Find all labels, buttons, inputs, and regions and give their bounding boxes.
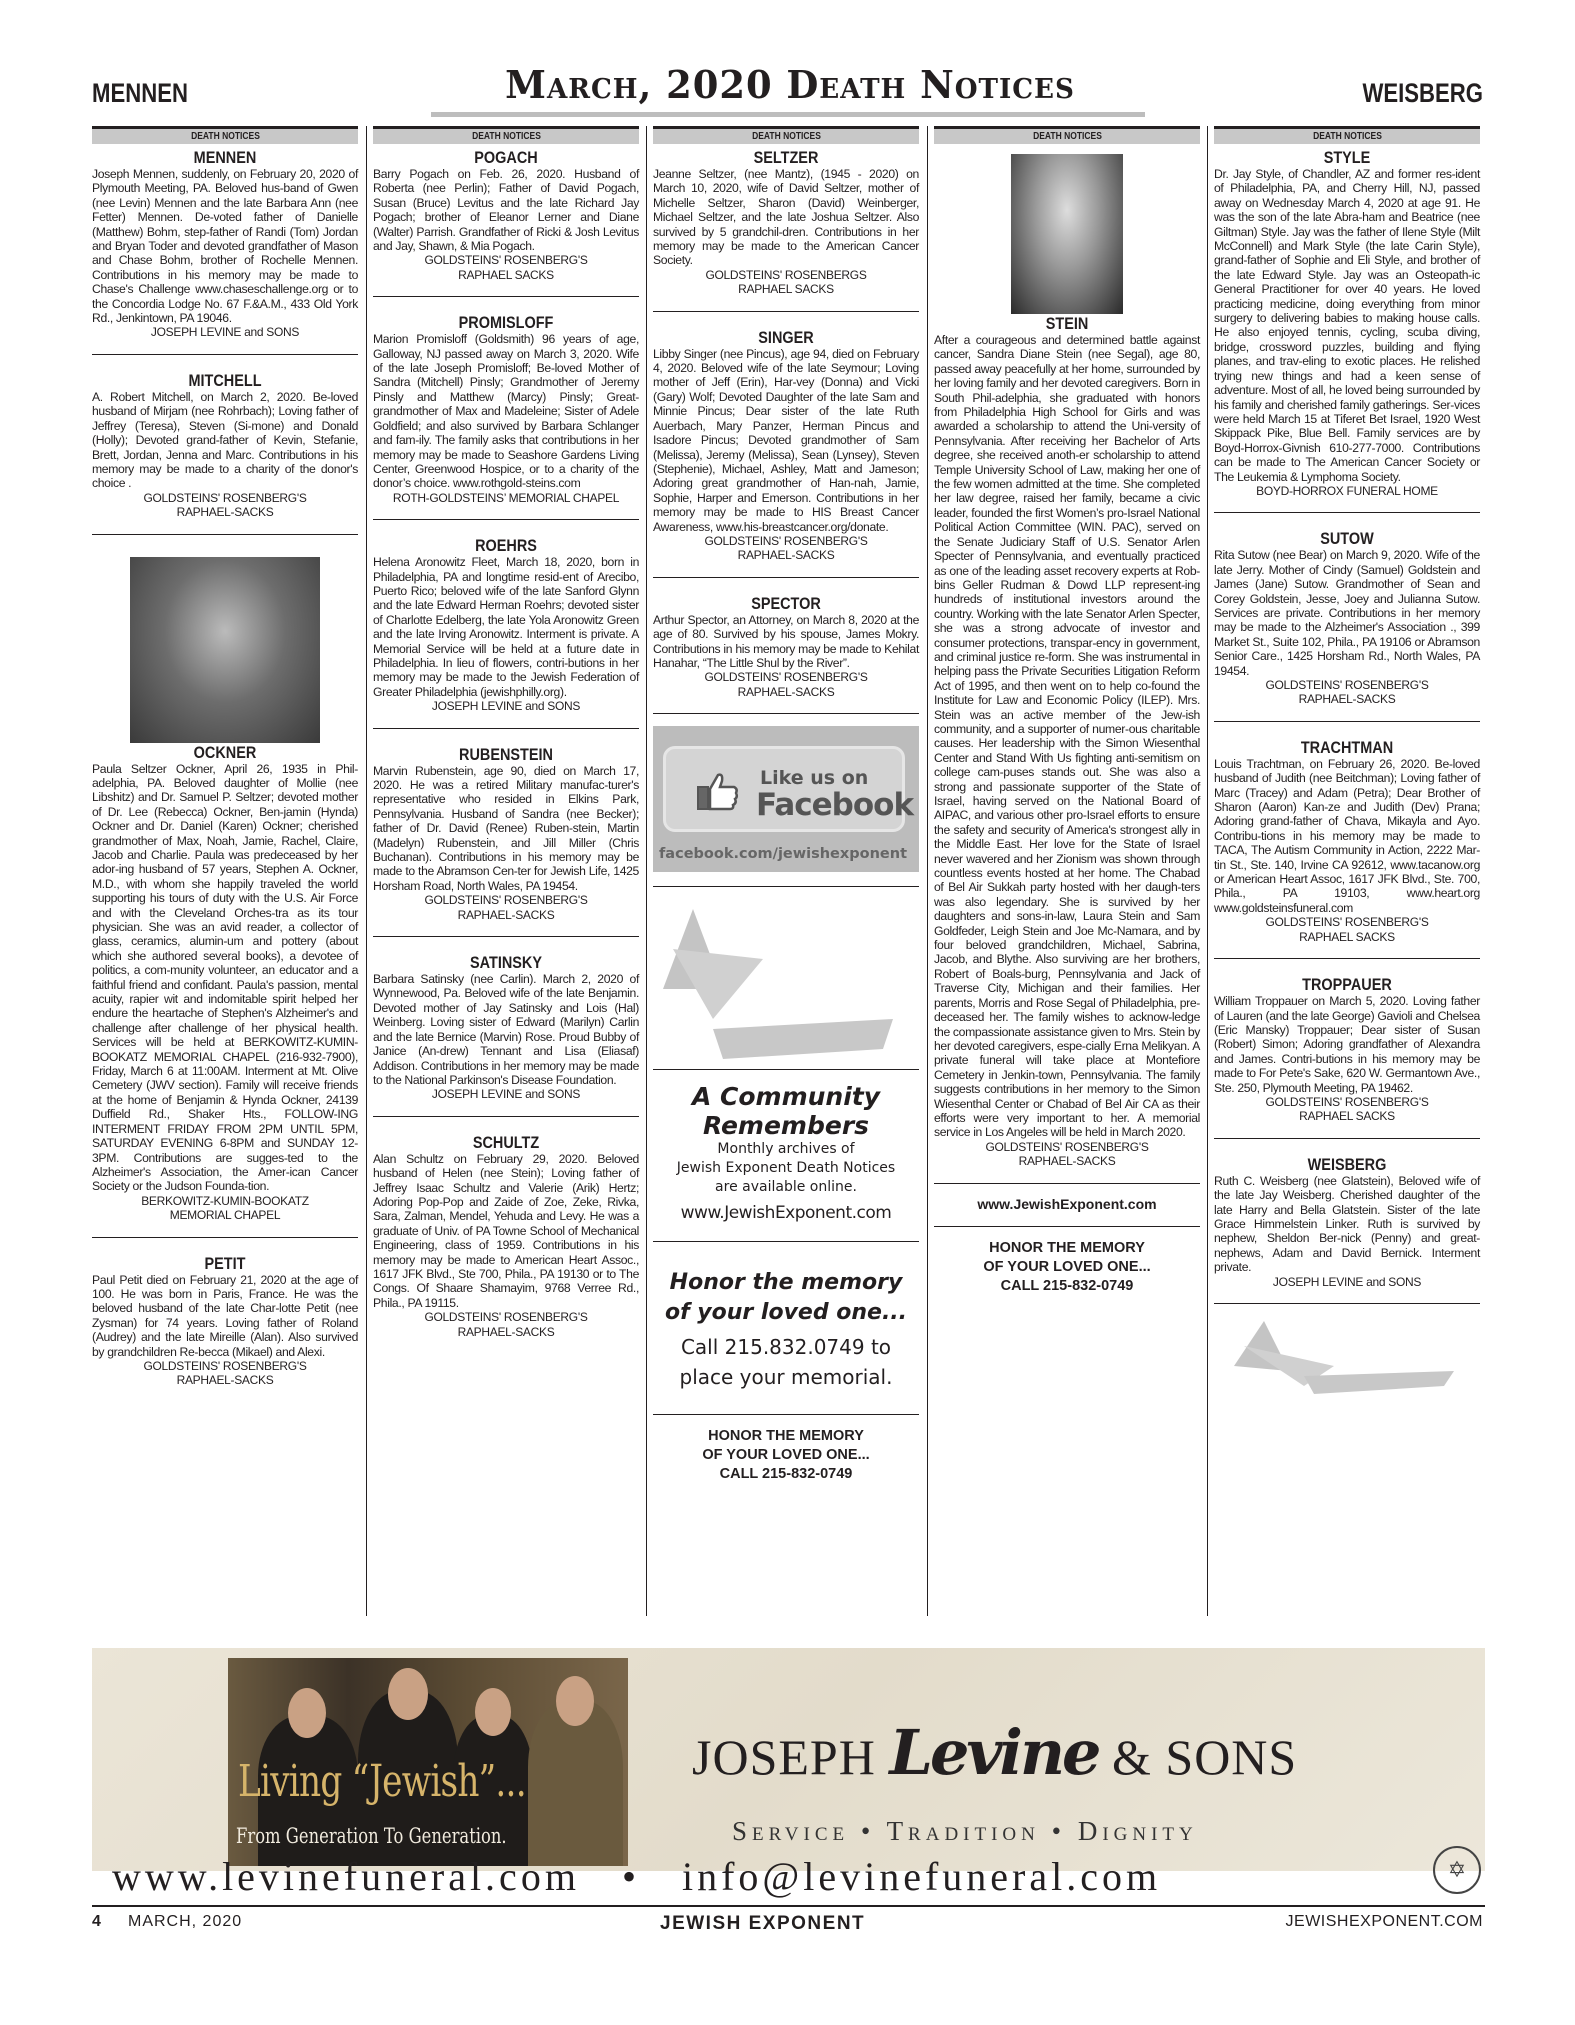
notice-body: Louis Trachtman, on February 26, 2020. Be-loved husband of Judith (nee Beitchman); Loving father of Marc (Tracey) and Adam (Petra); Dear Brother of Sharon (Aaron) Kan-ze and Judith (Dev) Prana; Adoring grand-father of Chava, Mikayla and Ayo. Contribu-tions in his memory may be made to TACA, The Autism Community in Action, 2222 Mar-tin St., Ste. 140, Irvine CA 92612, www.tacanow.org or American Heart Assoc, 1617 JFK Blvd., Ste. 700, Phila., PA 19103, www.heart.org www.goldsteinsfuneral.com xyxy=(1214,756,1480,915)
notice-body: Dr. Jay Style, of Chandler, AZ and former res-ident of Philadelphia, PA, and Cherry Hill, NJ, passed away on Wednesday March 4, 2020 at age 91. He was the son of the late Abra-ham and Beatrice (nee Giltman) Style. Jay was the father of Ilene Style (Milt McConnell) and Mark Style (the late Carin Style), grand-father of Sophie and Eli Style, and brother of the late Edward Style. Jay was an Osteopath-ic General Practitioner for over 40 years. He loved practicing medicine, doing everything from minor surgery to delivering babies to making house calls. He also enjoyed tennis, cycling, scuba diving, bridge, crossword puzzles, building and flying planes, and trav-eling to exotic places. He relished trying new things and had a keen sense of adventure. Most of all, he loved being surrounded by his family and cherished family gatherings. Ser-vices were held March 15 at Tiferet Bet Israel, 1920 West Skippack Pike, Blue Bell. Family services are by Boyd-Horrox-Givnish 610-277-7000. Contributions can be made to The American Cancer Society or The Leukemia & Lymphoma Society. xyxy=(1214,167,1480,484)
divider xyxy=(92,354,358,355)
notice-name: STYLE xyxy=(1323,148,1371,167)
funeral-home: ROTH-GOLDSTEINS’ MEMORIAL CHAPEL xyxy=(392,490,620,505)
facebook-url[interactable]: facebook.com/jewishexponent xyxy=(659,846,908,863)
notice-name: TROPPAUER xyxy=(1302,975,1392,995)
ad-title-line1: A Community xyxy=(691,1082,881,1112)
notice-name: SPECTOR xyxy=(751,593,821,613)
divider xyxy=(92,534,358,535)
funeral-home-line2: RAPHAEL-SACKS xyxy=(457,907,555,922)
divider xyxy=(653,1414,919,1415)
thumbs-up-icon xyxy=(696,771,740,811)
notice-name: POGACH xyxy=(474,148,538,167)
notice-trachtman xyxy=(1214,734,1480,944)
notice-promisloff xyxy=(373,309,639,505)
publication-website[interactable]: JEWISHEXPONENT.COM xyxy=(1285,1913,1483,1930)
page-number: 4 xyxy=(92,1913,101,1930)
divider xyxy=(934,1226,1200,1227)
funeral-home: JOSEPH LEVINE and SONS xyxy=(1272,1274,1422,1289)
funeral-home: JOSEPH LEVINE and SONS xyxy=(431,699,581,714)
funeral-home: JOSEPH LEVINE and SONS xyxy=(431,1087,581,1102)
funeral-home: JOSEPH LEVINE and SONS xyxy=(150,325,300,340)
notice-body: Paul Petit died on February 21, 2020 at the age of 100. He was born in Paris, France. He was the beloved husband of the late Char-lotte Petit (nee Zysman) for 74 years. Loving father of Roland (Audrey) and the late Mireille (Alan). Also survived by grandchildren Re-becca (Mikael) and Alexi. xyxy=(92,1272,358,1359)
banner-tagline: Service • Tradition • Dignity xyxy=(732,1816,1198,1846)
bullet-separator: • xyxy=(621,1854,640,1899)
logo-levine-script: Levine xyxy=(889,1716,1099,1789)
divider xyxy=(653,1069,919,1070)
notice-name: SATINSKY xyxy=(469,953,542,973)
notice-name: MENNEN xyxy=(193,148,257,167)
divider xyxy=(373,1116,639,1117)
honor-text xyxy=(653,1332,919,1392)
funeral-home-line2: RAPHAEL-SACKS xyxy=(176,1373,274,1388)
notice-body: Helena Aronowitz Fleet, March 18, 2020, born in Philadelphia, PA and longtime resid-ent of Arecibo, Puerto Rico; beloved wife of the late Sanford Glynn and the late Edward Herman Roehrs; devoted sister of Charlotte Edelberg, the late Yola Aronowitz Green and the late Irving Aronowitz. Interment is private. A Memorial Service will be held at a future date in Philadelphia. In lieu of flowers, contri-butions in her memory may be made to the Jewish Federation of Greater Philadelphia (jewishphilly.org). xyxy=(373,555,639,699)
honor-caps-line1: HONOR THE MEMORY xyxy=(989,1239,1145,1256)
website-link[interactable]: www.JewishExponent.com xyxy=(977,1195,1157,1212)
notice-weisberg xyxy=(1214,1151,1480,1289)
notice-body: A. Robert Mitchell, on March 2, 2020. Be-loved husband of Mirjam (nee Rohrbach); Loving father of Jeffrey (Teresa), Steven (Si-mone) and Donald (Holly); Devoted grand-father of Kevin, Stefanie, Brett, Jordan, Jenna and Marc. Contributions in his memory may be made to a charity of the donor's choice . xyxy=(92,389,358,491)
funeral-home-line2: RAPHAEL-SACKS xyxy=(737,684,835,699)
funeral-home: GOLDSTEINS' ROSENBERG'S xyxy=(424,893,588,908)
funeral-home-line2: RAPHAEL SACKS xyxy=(1299,929,1395,944)
notice-stein xyxy=(934,144,1200,1169)
funeral-home: GOLDSTEINS' ROSENBERG'S xyxy=(424,253,588,268)
honor-caps-line1: HONOR THE MEMORY xyxy=(708,1428,864,1445)
notice-name: PETIT xyxy=(204,1253,246,1273)
column-header xyxy=(92,126,358,144)
notice-singer xyxy=(653,324,919,563)
column-divider xyxy=(646,126,647,1616)
person-head xyxy=(556,1676,594,1726)
person-head xyxy=(388,1668,428,1720)
banner-email[interactable]: info@levinefuneral.com xyxy=(681,1854,1162,1899)
funeral-home: BOYD-HORROX FUNERAL HOME xyxy=(1256,483,1438,498)
honor-text-line1: Call 215.832.0749 to xyxy=(680,1335,892,1360)
notice-body: William Troppauer on March 5, 2020. Loving father of Lauren (and the late George) Gavioli and Chelsea (Eric Mansky) Troppauer; Dear sister of Susan (Robert) Simon; Adoring grandfather of Alexandra and James. Contri-butions in his memory may be made to For Pete's Sake, 620 W. Germantown Ave., Ste. 250, Plymouth Meeting, PA 19462. xyxy=(1214,994,1480,1095)
divider xyxy=(92,1237,358,1238)
star-of-david-graphic xyxy=(653,899,919,1067)
ad-text-line2: Jewish Exponent Death Notices xyxy=(676,1160,896,1177)
divider xyxy=(653,886,919,887)
person-head xyxy=(288,1688,326,1738)
divider xyxy=(1214,512,1480,513)
notice-body: Ruth C. Weisberg (nee Glatstein), Beloved wife of the late Jay Weisberg. Cherished daughter of the late Harry and Bella Glatstein. Sister of the late Grace Himmelstein Linker. Ruth is survived by nephew, Sheldon Ber-nick (Penny) and great-nephews, Adam and David Bernick. Interment private. xyxy=(1214,1173,1480,1275)
levine-funeral-banner-ad[interactable] xyxy=(92,1648,1485,1899)
ad-text-line1: Monthly archives of xyxy=(717,1141,855,1158)
ad-title-line2: Remembers xyxy=(702,1111,870,1141)
notice-pogach xyxy=(373,144,639,282)
banner-website[interactable]: www.levinefuneral.com xyxy=(112,1854,580,1899)
notice-body: Alan Schultz on February 29, 2020. Beloved husband of Helen (nee Stein); Loving father of Jeffrey Isaac Schultz and Valerie (Arik) Hertz; Adoring Pop-Pop and Zaide of Zoe, Zeke, Rivka, Sara, Zalman, Mendel, Yehuda and Levy. He was a graduate of Univ. of PA Towne School of Mechanical Engineering, class of 1959. Contributions in his memory may be made to American Heart Assoc., 1617 JFK Blvd., Ste 700, Phila., PA 19130 or to The Congs. Of Shaare Shamayim, 9768 Verree Rd., Phila., PA 19115. xyxy=(373,1151,639,1310)
notice-ockner xyxy=(92,547,358,1223)
banner-slogan: Living “Jewish”... xyxy=(238,1756,526,1807)
honor-title-line1: Honor the memory xyxy=(669,1270,903,1296)
funeral-home: GOLDSTEINS' ROSENBERG'S xyxy=(424,1310,588,1325)
column-5 xyxy=(1214,126,1480,1401)
notice-schultz xyxy=(373,1129,639,1339)
column-3 xyxy=(653,126,919,1484)
logo-and-sons: & SONS xyxy=(1112,1729,1298,1785)
column-header xyxy=(934,126,1200,144)
honor-memory-ad xyxy=(653,1268,919,1392)
funeral-home: GOLDSTEINS' ROSENBERG'S xyxy=(143,490,307,505)
publication-name: JEWISH EXPONENT xyxy=(660,1913,866,1934)
notice-name: TRACHTMAN xyxy=(1300,737,1394,757)
notice-body: Arthur Spector, an Attorney, on March 8, 2020 at the age of 80. Survived by his spouse, James Mokry. Contributions in his memory may be made to Kehilat Hanahar, “The Little Shul by the River”. xyxy=(653,612,919,670)
funeral-home: GOLDSTEINS' ROSENBERG'S xyxy=(143,1358,307,1373)
funeral-home-line2: RAPHAEL SACKS xyxy=(1299,1109,1395,1124)
funeral-home-line2: RAPHAEL SACKS xyxy=(458,267,554,282)
star-of-david-graphic xyxy=(1214,1316,1480,1401)
funeral-home-line2: RAPHAEL-SACKS xyxy=(457,1324,555,1339)
notice-sutow xyxy=(1214,525,1480,706)
jfda-seal-icon: ✡ xyxy=(1433,1846,1481,1894)
notice-mitchell xyxy=(92,367,358,520)
column-4 xyxy=(934,126,1200,1296)
notice-satinsky xyxy=(373,949,639,1102)
divider xyxy=(1214,1303,1480,1304)
honor-caps-ad xyxy=(934,1239,1200,1296)
honor-text-line2: place your memorial. xyxy=(679,1365,893,1390)
divider xyxy=(373,728,639,729)
honor-caps-phone: CALL 215-832-0749 xyxy=(719,1466,853,1483)
notice-mennen xyxy=(92,144,358,340)
notice-name: WEISBERG xyxy=(1307,1154,1387,1174)
levine-logo xyxy=(692,1716,1297,1789)
column-header-label: DEATH NOTICES xyxy=(190,131,260,142)
divider xyxy=(653,713,919,714)
notice-name: OCKNER xyxy=(193,742,257,762)
star-of-david-icon xyxy=(653,899,919,1067)
notice-name: MITCHELL xyxy=(188,370,262,390)
notice-seltzer xyxy=(653,144,919,297)
page-title: March, 2020 Death Notices xyxy=(505,62,1075,107)
funeral-home: GOLDSTEINS' ROSENBERG'S xyxy=(704,533,868,548)
divider xyxy=(373,936,639,937)
notice-body: Joseph Mennen, suddenly, on February 20, 2020 of Plymouth Meeting, PA. Beloved hus-band of Gwen (nee Levin) Mennen and the late Barbara Ann (nee Fetter) Mennen. De-voted father of Danielle (Matthew) Bohm, step-father of Randi (Tom) Jordan and Bryan Toder and devoted grandfather of Mason and Chase Bohm, brother of Rochelle Mennen. Contributions in his memory may be made to Chase's Challenge www.chaseschallenge.org or to the Concordia Lodge No. 67 F.&A.M., 433 Old York Rd., Jenkintown, PA 19046. xyxy=(92,167,358,326)
column-divider xyxy=(1207,126,1208,1616)
column-header xyxy=(653,126,919,144)
divider xyxy=(934,1183,1200,1184)
facebook-ad[interactable] xyxy=(653,726,919,872)
column-divider xyxy=(366,126,367,1616)
notice-name: ROEHRS xyxy=(475,536,537,556)
funeral-home-line2: RAPHAEL-SACKS xyxy=(1018,1154,1116,1169)
funeral-home-line2: RAPHAEL SACKS xyxy=(738,282,834,297)
title-underline xyxy=(431,112,1145,117)
funeral-home-line2: RAPHAEL-SACKS xyxy=(176,505,274,520)
notice-name: PROMISLOFF xyxy=(458,313,554,333)
divider xyxy=(1214,958,1480,959)
divider xyxy=(653,311,919,312)
notice-style xyxy=(1214,144,1480,498)
notice-name: SCHULTZ xyxy=(472,1132,540,1152)
notice-roehrs xyxy=(373,532,639,713)
divider xyxy=(1214,721,1480,722)
funeral-home-line2: RAPHAEL-SACKS xyxy=(737,548,835,563)
divider xyxy=(1214,1138,1480,1139)
facebook-like-text: Like us on xyxy=(760,767,869,790)
running-head-right: WEISBERG xyxy=(1362,78,1483,108)
column-header xyxy=(373,126,639,144)
divider xyxy=(653,1241,919,1242)
notice-rubenstein xyxy=(373,741,639,922)
person-head xyxy=(475,1688,511,1736)
notice-name: SUTOW xyxy=(1320,529,1374,549)
notice-body: Marvin Rubenstein, age 90, died on March 17, 2020. He was a retired Military manufac-turer's representative who resided in Elkins Park, Pennsylvania. Husband of Sandra (nee Becker); father of Dr. David (Renee) Ruben-stein, Martin (Madelyn) Rubenstein, and Jill Miller (Chris Buchanan). Contributions in his memory may be made to the Abramson Cen-ter for Jewish Life, 1425 Horsham Road, North Wales, PA 19454. xyxy=(373,763,639,893)
notice-body: Rita Sutow (nee Bear) on March 9, 2020. Wife of the late Jerry. Mother of Cindy (Samuel) Goldstein and James (Jane) Sutow. Grandmother of Sean and Corey Goldstein, Jesse, Joey and Julianna Sutow. Services are private. Contributions in her memory may be made to the Alzheimer's Association ., 399 Market St., Suite 102, Phila., PA 19106 or Abramson Senior Care., 1425 Horsham Rd., North Wales, PA 19454. xyxy=(1214,548,1480,678)
facebook-wordmark: Facebook xyxy=(756,787,914,824)
column-2 xyxy=(373,126,639,1339)
ad-title xyxy=(653,1082,919,1140)
funeral-home: GOLDSTEINS' ROSENBERGS xyxy=(705,267,867,282)
notice-body: Jeanne Seltzer, (nee Mantz), (1945 - 2020) on March 10, 2020, wife of David Seltzer, mother of Michelle Seltzer, Sharon (David) Weinberger, Michael Seltzer, and the late Joshua Seltzer. Also survived by 5 grandchil-dren. Contributions in her memory may be made to the American Cancer Society. xyxy=(653,167,919,268)
notice-troppauer xyxy=(1214,971,1480,1124)
column-header-label: DEATH NOTICES xyxy=(471,131,541,142)
column-header-label: DEATH NOTICES xyxy=(751,131,821,142)
ad-text-line3: are available online. xyxy=(715,1179,857,1196)
column-divider xyxy=(927,126,928,1616)
divider xyxy=(373,296,639,297)
honor-caps-ad xyxy=(653,1427,919,1484)
notice-body: Paula Seltzer Ockner, April 26, 1935 in Phil-adelphia, PA. Beloved daughter of Mollie (nee Libshitz) and Dr. Samuel P. Seltzer; devoted mother of Dr. Lee (Rebecca) Ockner, Ben-jamin (Hynda) Ockner and Dr. Daniel (Karen) Ockner; cherished grandmother of Max, Noah, Jamie, Rachel, Claire, Jacob and Charlie. Paula was predeceased by her ador-ing husband of 57 years, Stephen A. Ockner, M.D., with whom she happily traveled the world supporting his tours of duty with the U.S. Air Force and with the Cleveland Orches-tra as its tour physician. She was an avid reader, a collector of glass, ceramics, alumin-um and pottery (about which she authored several books), a devotee of politics, a com-munity volunteer, an educator and a faithful friend and confidant. Paula's passion, mental acuity, rapier wit and indomitable spirit helped her endure the heartache of Stephen's Alzheimer's and challenge after challenge of her physical health. Services will be held at BERKOWITZ-KUMIN-BOOKATZ MEMORIAL CHAPEL (216-932-7900), Friday, March 6 at 11:00AM. Interment at Mt. Olive Cemetery (JWV section). Family will receive friends at the home of Benjamin & Hynda Ockner, 24139 Duffield Rd., Shaker Hts., FOLLOW-ING INTERMENT FRIDAY FROM 2PM UNTIL 5PM, SATURDAY EVENING 6-8PM and SUNDAY 12-3PM. Contributions are sugges-ted to the Alzheimer's Association, the Amer-ican Cancer Society or the Judson Founda-tion. xyxy=(92,761,358,1194)
divider xyxy=(653,577,919,578)
honor-title xyxy=(653,1268,919,1328)
funeral-home: GOLDSTEINS' ROSENBERG'S xyxy=(1265,1094,1429,1109)
portrait-photo xyxy=(130,557,320,743)
column-header-label: DEATH NOTICES xyxy=(1312,131,1382,142)
honor-caps-phone: CALL 215-832-0749 xyxy=(1000,1277,1134,1294)
column-header xyxy=(1214,126,1480,144)
ad-link[interactable]: www.JewishExponent.com xyxy=(680,1203,892,1224)
notice-body: Libby Singer (nee Pincus), age 94, died on February 4, 2020. Beloved wife of the late Seymour; Loving mother of Jeff (Erin), Har-vey (Donna) and Vicki (Gary) Wolf; Devoted Daughter of the late Sam and Minnie Pincus; Dear sister of the late Ruth Auerbach, Mary Panzer, Herman Pincus and Isadore Pincus; Devoted grandmother of Sam (Melissa), Jeremy (Melissa), Sean (Lynsey), Steven (Stephenie), Michael, Ashley, Matt and Jameson; Adoring great grandmother of Han-nah, Jamie, Sophie, Harper and Emerson. Contributions in her memory may be made to HIS Breast Cancer Awareness, www.his-breastcancer.org/donate. xyxy=(653,346,919,534)
funeral-home: GOLDSTEINS' ROSENBERG'S xyxy=(1265,678,1429,692)
funeral-home: BERKOWITZ-KUMIN-BOOKATZ xyxy=(141,1193,309,1208)
banner-contact xyxy=(112,1853,1161,1900)
column-header-label: DEATH NOTICES xyxy=(1032,131,1102,142)
funeral-home-line2: MEMORIAL CHAPEL xyxy=(169,1208,281,1223)
notice-body: Barbara Satinsky (nee Carlin). March 2, 2020 of Wynnewood, Pa. Beloved wife of the late Benjamin. Devoted mother of Jay Satinsky and Lois (Hal) Weinberg. Loving sister of Edward (Marilyn) Carlin and the late Bernice (Marvin) Rose. Proud Bubby of Janice (An-drew) Tennant and Lisa (Eliasaf) Addison. Contributions in her memory may be made to the National Parkinson's Disease Foundation. xyxy=(373,972,639,1087)
notice-name: SINGER xyxy=(758,327,814,347)
notice-body: After a courageous and determined battle against cancer, Sandra Diane Stein (nee Segal), age 80, passed away peacefully at her home, surrounded by her loving family and her devoted caregivers. Born in South Phil-adelphia, she graduated with honors from Philadelphia High School for Girls and was awarded a scholarship to attend the Uni-versity of Pennsylvania. After receiving her Bachelor of Arts degree, she received anoth-er scholarship to attend Temple University School of Law, making her one of the few women admitted at the time. She completed her law degree, raised her family, became a civic leader, founded the first Women’s pro-Israel National Political Action Committee (WIN. PAC), served on the Senate Judiciary Staff of U.S. Senator Arlen Specter of Pennsylvania, and eventually practiced as one of the leading asset recovery experts at Rob-bins Geller Rudman & Dowd LLP represent-ing hundreds of institutional investors around the country. Working with the late Senator Arlen Specter, she was a strong advocate of investor and consumer protections, transpar-ency in government, and criminal justice re-form. She was instrumental in helping pass the Private Securities Litigation Reform Act of 1995, and then went on to help co-found the Institute for Law and Economic Policy (ILEP). Mrs. Stein was an active member of the Jew-ish community, and a supporter of numer-ous charitable causes. Her leadership with the Simon Wiesenthal Center and Stand With Us fighting anti-semitism on college cam-puses stands out. She was also a strong and passionate supporter of the State of Israel, having served on the National Board of AIPAC, and various other pro-Israel efforts to ensure the safety and security of America's strongest ally in the Middle East. Her love for the State of Israel never wavered and her Zionism was shown through countless events hosted at her home. The Chabad of Bel Air Sukkah party hosted with her daugh-ters was also legendary. She is survived by her daughters and sons-in-law, Laura Stein and Sam Goldfeder, Leigh Stein and Joe Mc-Namara, and by four beloved grandchildren, Michael, Sabrina, Jacob, and Blythe. Also surviving are her brothers, Robert of Boals-burg, Pennsylvania and Jack of Traverse City, Michigan and their families. Her parents, Morris and Rose Segal of Philadelphia, pre-deceased her. The family wishes to acknow-ledge the compassionate assistance given to Mrs. Stein by her devoted caregivers, espe-cially Erna Melikyan. A private funeral will take place at Montefiore Cemetery in Jenkin-town, Pennsylvania. The family suggests contributions in her memory to the Simon Wiesenthal Center or Chabad of Bel Air CA as their efforts were very important to her. A memorial service in Los Angeles will be held in March 2020. xyxy=(934,333,1200,1140)
honor-caps-line2: OF YOUR LOVED ONE... xyxy=(983,1258,1151,1275)
community-remembers-ad xyxy=(653,1082,919,1223)
funeral-home: GOLDSTEINS' ROSENBERG'S xyxy=(1265,915,1429,930)
banner-photo xyxy=(228,1658,628,1866)
footer-rule xyxy=(92,1905,1485,1907)
honor-caps-line2: OF YOUR LOVED ONE... xyxy=(702,1447,870,1464)
running-head-left: MENNEN xyxy=(92,78,188,108)
honor-title-line2: of your loved one... xyxy=(664,1300,908,1326)
portrait-photo xyxy=(1011,154,1123,314)
funeral-home-line2: RAPHAEL-SACKS xyxy=(1298,692,1396,707)
notice-name: RUBENSTEIN xyxy=(459,744,553,764)
notice-body: Marion Promisloff (Goldsmith) 96 years of age, Galloway, NJ passed away on March 3, 2020. Wife of the late Joseph Promisloff; Be-loved Mother of Sandra (Mitchell) Pinsly; Grandmother of Jeremy Pinsly and Matthew (Marcy) Pinsly; Great-grandmother of Max and Madeleine; Sister of Adele Goldfield; and also survived by Barbara Schlanger and fam-ily. The family asks that contributions in her memory may be made to Seashore Gardens Living Center, Greenwood Hospice, or to a charity of the donor’s choice. www.rothgold-steins.com xyxy=(373,332,639,491)
logo-joseph: JOSEPH xyxy=(692,1729,876,1785)
facebook-like-button[interactable] xyxy=(663,746,914,832)
divider xyxy=(373,519,639,520)
star-of-david-icon xyxy=(1214,1316,1480,1396)
funeral-home: GOLDSTEINS' ROSENBERG'S xyxy=(704,670,868,685)
notice-name: STEIN xyxy=(1045,314,1089,333)
funeral-home: GOLDSTEINS' ROSENBERG'S xyxy=(985,1139,1149,1154)
notice-petit xyxy=(92,1250,358,1388)
issue-date: MARCH, 2020 xyxy=(128,1913,243,1930)
notice-name: SELTZER xyxy=(753,148,819,167)
notice-spector xyxy=(653,590,919,699)
banner-subslogan: From Generation To Generation. xyxy=(236,1824,507,1848)
notice-body: Barry Pogach on Feb. 26, 2020. Husband of Roberta (nee Perlin); Father of David Pogach, Susan (Bruce) Levitus and the late Richard Jay Pogach; brother of Eleanor Lerner and Diane (Walter) Parrish. Grandfather of Ricki & Josh Levitus and Jay, Shawn, & Mia Pogach. xyxy=(373,167,639,254)
column-1 xyxy=(92,126,358,1388)
